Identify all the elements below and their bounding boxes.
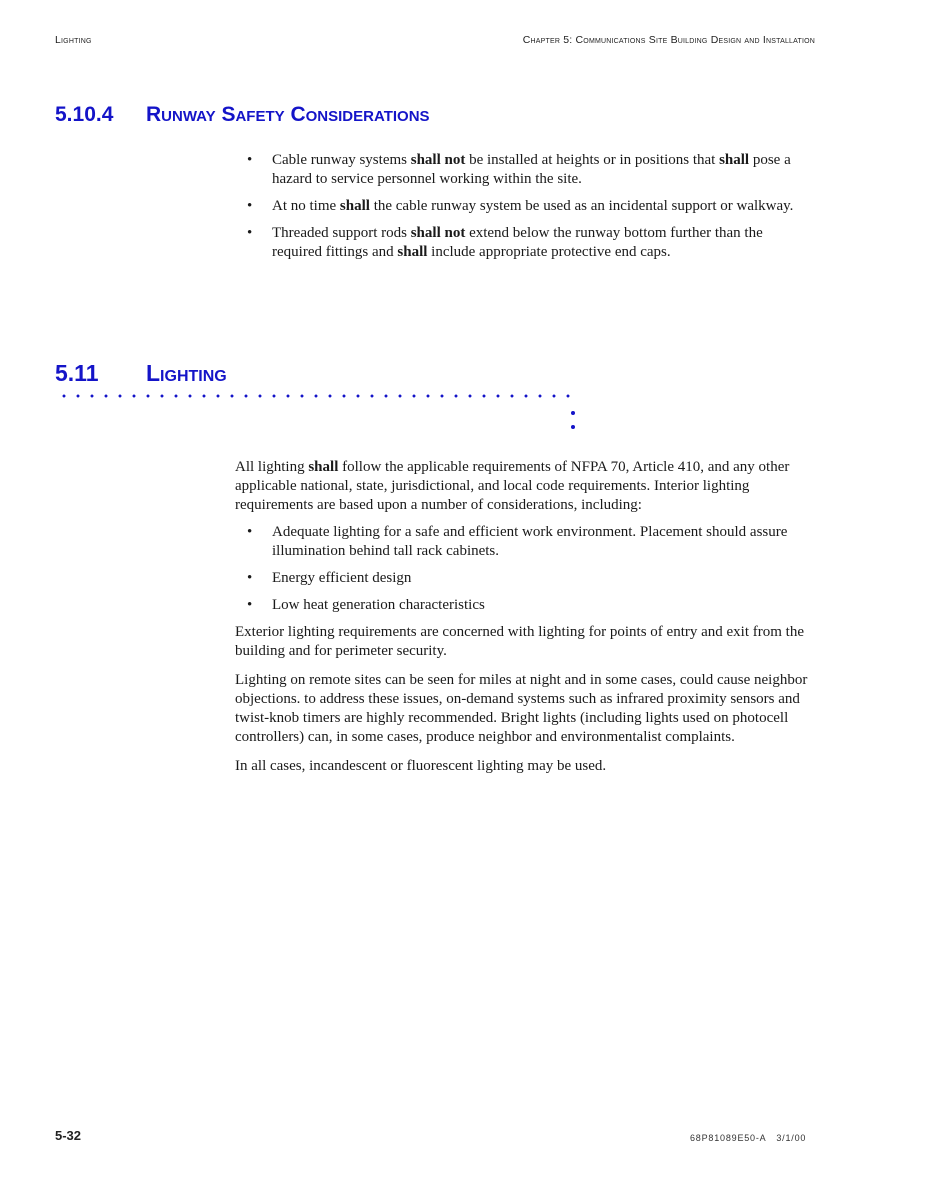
body-paragraph: Lighting on remote sites can be seen for miles at night and in some cases, could cause neighbor objections. to address these issues, on-demand systems such as infrared proximity sensors and twist-knob timers are highly recommended. Bright lights (including lights used on photocell controllers) can, in some cases, produce neighbor and environmentalist complaints.: [235, 672, 808, 745]
dotted-rule-dot: [571, 425, 575, 429]
emphasis-text: shall: [339, 198, 370, 214]
bullet-marker: •: [247, 225, 253, 241]
emphasis-text: shall not: [410, 152, 466, 168]
body-paragraph: Exterior lighting requirements are concerned with lighting for points of entry and exit from the building and for perimeter security.: [235, 624, 805, 659]
list-item-text: Adequate lighting for a safe and efficient work environment. Placement should assure illumination behind tall rack cabinets.: [272, 524, 788, 559]
list-item-text: Energy efficient design: [272, 570, 412, 586]
list-item: [235, 151, 815, 189]
body-text: be installed at heights or in positions that: [465, 152, 720, 168]
page-number: 5-32: [55, 1128, 82, 1143]
running-header-right: Chapter 5: Communications Site Building Design and Installation: [522, 34, 815, 46]
section-title: Lighting: [146, 360, 227, 386]
bullet-marker: •: [247, 524, 253, 540]
body-text: pose a hazard to service personnel working within the site.: [272, 152, 791, 187]
runway-bullet-list-block: [235, 151, 815, 270]
section-heading-lighting: [55, 360, 227, 387]
dotted-rule-dot: [571, 411, 575, 415]
body-text: include appropriate protective end caps.: [427, 244, 671, 260]
dotted-rule: [57, 394, 577, 398]
runway-bullet-list: [235, 151, 815, 262]
section-title: Runway Safety Considerations: [146, 103, 430, 126]
section-number: 5.10.4: [55, 103, 114, 126]
emphasis-text: shall not: [410, 225, 466, 241]
body-text: At no time: [272, 198, 340, 214]
list-item: [235, 523, 815, 561]
body-text: All lighting: [235, 459, 309, 475]
body-text: Cable runway systems: [272, 152, 411, 168]
emphasis-text: shall: [397, 244, 428, 260]
document-number: 68P81089E50-A: [690, 1133, 767, 1143]
lighting-bullet-list: [235, 523, 815, 615]
body-paragraph: In all cases, incandescent or fluorescent lighting may be used.: [235, 758, 607, 774]
lighting-intro-paragraph: [235, 458, 815, 515]
lighting-body: [235, 458, 815, 786]
section-heading-runway-safety: [55, 103, 430, 127]
bullet-marker: •: [247, 152, 253, 168]
list-item: [235, 224, 815, 262]
list-item: [235, 569, 815, 588]
emphasis-text: shall: [719, 152, 750, 168]
running-header-left: Lighting: [55, 34, 92, 46]
body-text: Threaded support rods: [272, 225, 411, 241]
emphasis-text: shall: [308, 459, 339, 475]
list-item: [235, 596, 815, 615]
list-item-text: Low heat generation characteristics: [272, 597, 485, 613]
bullet-marker: •: [247, 597, 253, 613]
body-text: extend below the runway bottom further than the required fittings and: [272, 225, 763, 260]
footer-doc-info: [690, 1133, 806, 1143]
bullet-marker: •: [247, 198, 253, 214]
section-number: 5.11: [55, 360, 99, 386]
document-date: 3/1/00: [776, 1133, 807, 1143]
lighting-paragraphs: [235, 623, 815, 776]
body-text: the cable runway system be used as an incidental support or walkway.: [369, 198, 794, 214]
list-item: [235, 197, 815, 216]
body-text: follow the applicable requirements of NFPA 70, Article 410, and any other applicable national, state, jurisdictional, and local code requirements. Interior lighting requirements are based upon a number of considerations, including:: [235, 459, 790, 513]
bullet-marker: •: [247, 570, 253, 586]
